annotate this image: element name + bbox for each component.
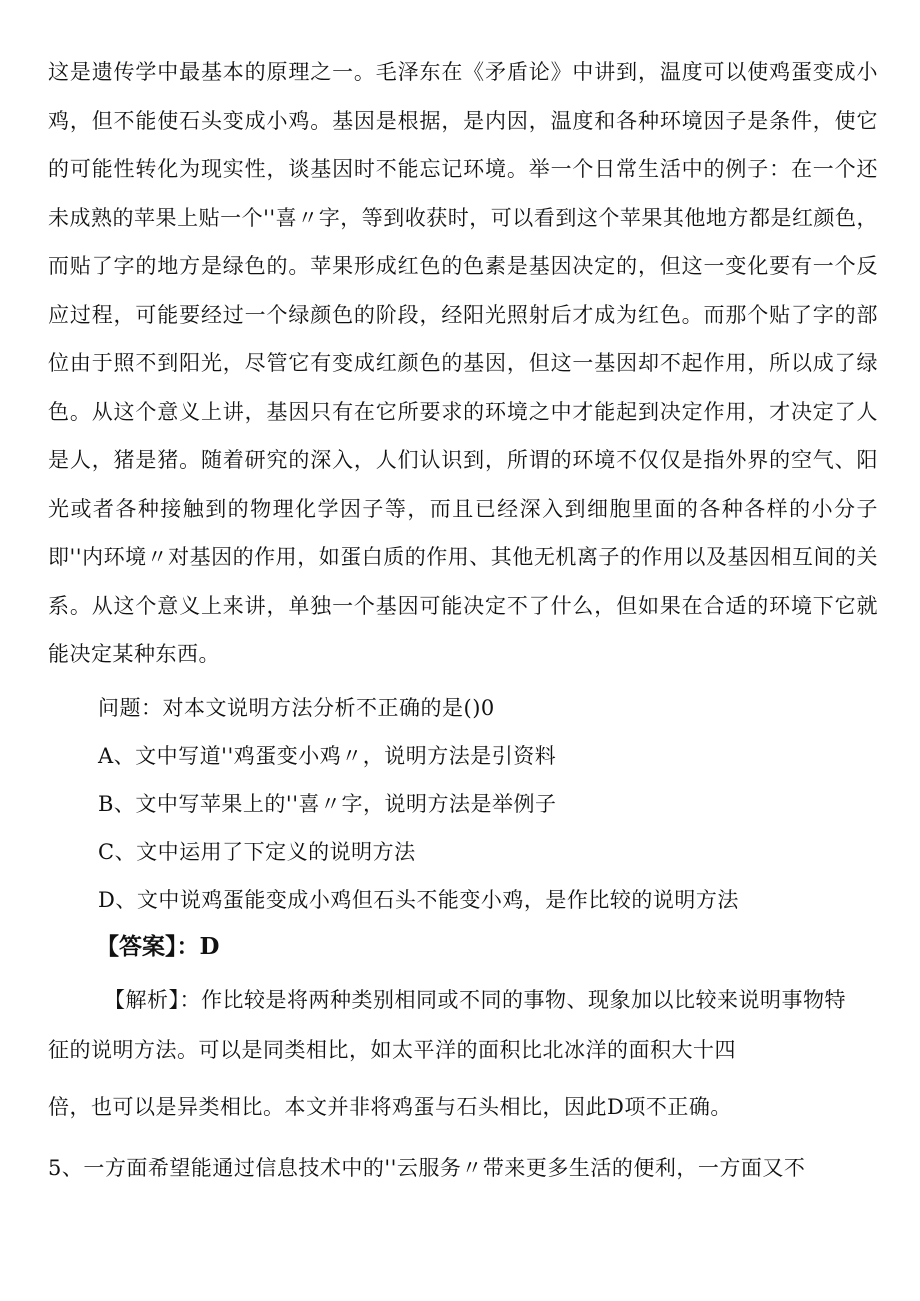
answer-label: 【答案】：D: [96, 933, 220, 960]
option-c: C、文中运用了下定义的说明方法: [98, 840, 416, 864]
passage-text: 这是遗传学中最基本的原理之一。毛泽东在《矛盾论》中讲到，温度可以使鸡蛋变成小鸡，但不能使石头变成小鸡。基因是根据，是内因，温度和各种环境因子是条件，使它的可能性转化为现实性，谈基因时不能忘记环境。举一个日常生活中的例子：在一个还未成熟的苹果上贴一个''喜〃字，等到收获时，可以看到这个苹果其他地方都是红颜色，而贴了字的地方是绿色的。苹果形成红色的色素是基因决定的，但这一变化要有一个反应过程，可能要经过一个绿颜色的阶段，经阳光照射后才成为红色。而那个贴了字的部位由于照不到阳光，尽管它有变成红颜色的基因，但这一基因却不起作用，所以成了绿色。从这个意义上讲，基因只有在它所要求的环境之中才能起到决定作用，才决定了人是人，猪是猪。随着研究的深入，人们认识到，所谓的环境不仅仅是指外界的空气、阳光或者各种接触到的物理化学因子等，而且已经深入到细胞里面的各种各样的小分子即''内环境〃对基因的作用，如蛋白质的作用、其他无机离子的作用以及基因相互间的关系。从这个意义上来讲，单独一个基因可能决定不了什么，但如果在合适的环境下它就能决定某种东西。: [48, 60, 878, 666]
question-text: 问题：对本文说明方法分析不正确的是()0: [98, 696, 495, 720]
explanation-line-2: 征的说明方法。可以是同类相比，如太平洋的面积比北冰洋的面积大十四: [48, 1038, 736, 1062]
explanation-line-1: 【解析】：作比较是将两种类别相同或不同的事物、现象加以比较来说明事物特: [104, 988, 846, 1012]
explanation-line-3: 倍，也可以是异类相比。本文并非将鸡蛋与石头相比，因此D项不正确。: [48, 1095, 732, 1119]
option-d: D、文中说鸡蛋能变成小鸡但石头不能变小鸡，是作比较的说明方法: [98, 888, 739, 912]
option-a: A、文中写道''鸡蛋变小鸡〃，说明方法是引资料: [98, 744, 557, 768]
option-b: B、文中写苹果上的''喜〃字，说明方法是举例子: [98, 792, 557, 816]
next-question-text: 5、一方面希望能通过信息技术中的''云服务〃带来更多生活的便利，一方面又不: [48, 1156, 806, 1180]
